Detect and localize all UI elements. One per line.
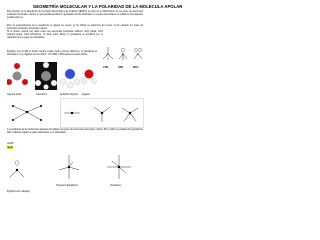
- molecular-models-row: [7, 60, 97, 92]
- steps-paragraph: Para la representación de la geometría se siguen los pasos: 1) Se dibuja la estructura de Lewis. 2) Se cuentan los pares de electrones alrededor del átomo central.: [7, 24, 143, 30]
- formula-h2o: H2O: [133, 66, 139, 69]
- label-trigonal-plana: trigonal plana: [7, 93, 22, 96]
- label-piramidal: pirámide trigonal: [60, 93, 78, 96]
- svg-text:O: O: [136, 53, 139, 56]
- ch4-structure: [103, 47, 113, 61]
- rules-paragraph: Si el átomo central (A) tiene todos sus electrones formando enlaces: AX2 lineal, AX3 trigonal plana, AX4 tetraédrica. Si tiene pares libres, la geometría se modifica por la repulsión de los pares no enlazantes.: [7, 30, 103, 40]
- label-angular: angular: [82, 93, 90, 96]
- trigonal-planar-model: [7, 63, 28, 85]
- tetrahedral-model: [35, 62, 57, 90]
- pyramidal-model: [60, 69, 80, 88]
- document-page: [0, 0, 183, 198]
- intro-paragraph: Este modelo de la Repulsión de los Pares Electrónicos de Valencia (RPEV) se basa en la distribución de los pares de electrones alrededor del átomo central, lo que permite predecir la geometría de las moléculas. Los pares electrónicos se sitúan lo más alejados posible entre sí.: [7, 10, 143, 20]
- angular-model: [81, 70, 96, 84]
- example-paragraph: Ejemplo: en el CH4 el átomo central forma cuatro enlaces idénticos, la geometría es tetraédrica y los ángulos son de 109,5°. En NH3 y H2O aparecen pares libres.: [7, 50, 97, 57]
- footer-caption: Ejemplo en la imagen: [7, 190, 30, 193]
- label-trigonal-bipiramidal: Trigonal bipiramidal: [56, 184, 78, 187]
- bottom-structures: [7, 150, 143, 184]
- geometry-sketch-diagram: [60, 98, 144, 128]
- label-octaedrica: Octaédrica: [110, 184, 122, 187]
- lower-paragraph: La geometría de las moléculas depende del número de pares de electrones del átomo central. En la tabla se resumen las geometrías más comunes según los pares enlazantes y no enlazantes.: [7, 128, 143, 135]
- nh3-structure: [119, 48, 127, 60]
- label-ax2e: AX2E: [7, 142, 14, 145]
- svg-text:C: C: [106, 53, 109, 56]
- h2o-structure: [134, 48, 142, 59]
- formula-ch4: CH4: [103, 66, 109, 69]
- label-lineal: lineal: [7, 146, 13, 149]
- svg-text:N: N: [121, 53, 124, 56]
- document-title: GEOMETRÍA MOLECULAR Y LA POLARIDAD DE LA MOLECULA APOLAR: [33, 4, 183, 9]
- lewis-structure-diagram: [7, 98, 47, 126]
- label-tetraedrica: tetraédrica: [36, 93, 47, 96]
- structural-formulas: [100, 44, 146, 74]
- formula-nh3: NH3: [118, 66, 124, 69]
